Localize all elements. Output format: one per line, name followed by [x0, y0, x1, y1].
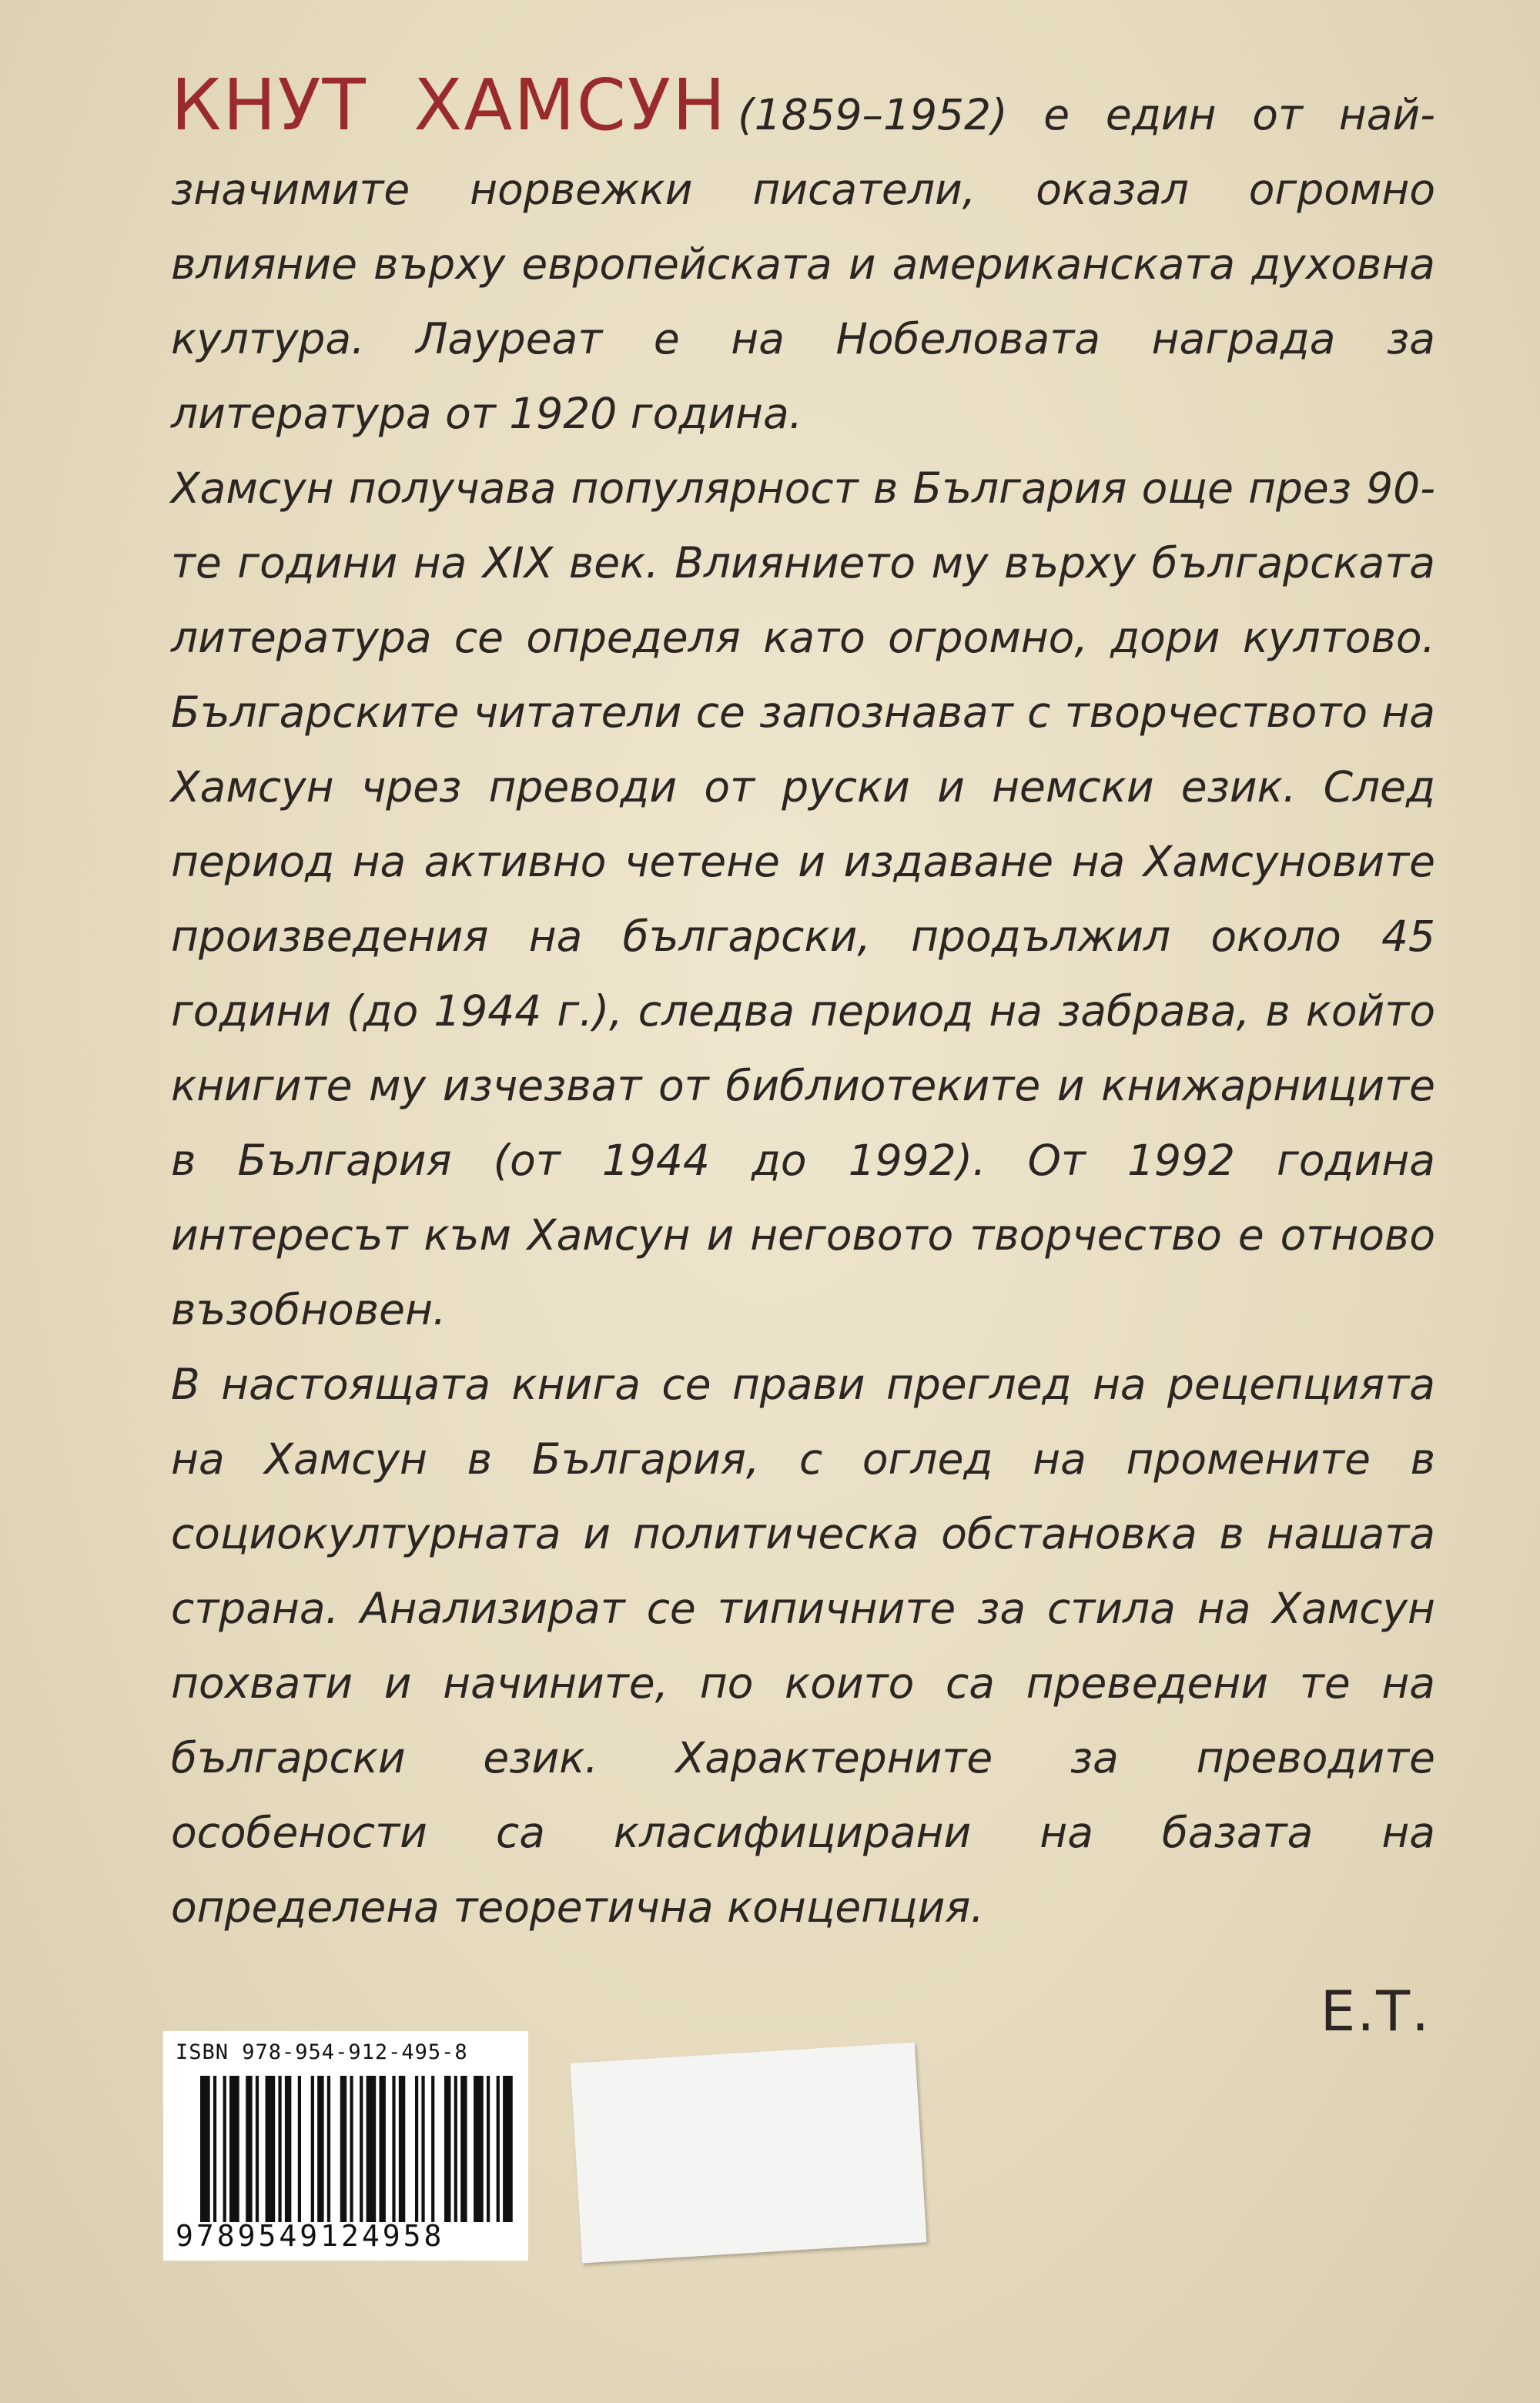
barcode-bar: [431, 2076, 434, 2222]
barcode-bar: [379, 2076, 385, 2222]
barcode-bar: [229, 2076, 239, 2222]
barcode-bar: [360, 2076, 363, 2222]
barcode-bar: [367, 2076, 377, 2222]
barcode-bar: [200, 2076, 210, 2222]
barcode-image: [200, 2076, 516, 2222]
blurb-paragraph-2: Хамсун получава популярност в България още през 90-те години на XIX век. Влиянието му върху българската литература се определя като огромно, дори култово. Българските читатели се запознават с творчеството на Хамсун чрез преводи от руски и немски език. След период на активно четене и издаване на Хамсуновите произведения на български, продължил около 45 години (до 1944 г.), следва период на забрава, в който книгите му изчезват от библиотеките и книжарниците в България (от 1944 до 1992). От 1992 година интересът към Хамсун и неговото творчество е отново възобновен.: [171, 464, 1435, 1334]
isbn-number: ISBN 978-954-912-495-8: [176, 2040, 468, 2064]
author-initials: Е.Т.: [1320, 1979, 1431, 2043]
barcode-bar: [311, 2076, 314, 2222]
barcode-bar: [256, 2076, 259, 2222]
barcode-bar: [278, 2076, 281, 2222]
barcode-bar: [421, 2076, 424, 2222]
barcode-bar: [474, 2076, 484, 2222]
barcode-bar: [350, 2076, 353, 2222]
barcode-bar: [415, 2076, 418, 2222]
barcode-bar: [503, 2076, 513, 2222]
price-sticker: [570, 2043, 926, 2264]
barcode-bar: [399, 2076, 405, 2222]
barcode-bar: [454, 2076, 457, 2222]
barcode-bar: [497, 2076, 500, 2222]
barcode-bar: [487, 2076, 490, 2222]
blurb-text: [171, 64, 1435, 1945]
barcode-bar: [317, 2076, 323, 2222]
barcode-bar: [340, 2076, 346, 2222]
barcode-bar: [444, 2076, 450, 2222]
barcode-bar: [266, 2076, 276, 2222]
blurb-paragraph-3: В настоящата книга се прави преглед на рецепцията на Хамсун в България, с оглед на промените в социокултурната и политическа обстановка в нашата страна. Анализират се типичните за стила на Хамсун похвати и начините, по които са преведени те на български език. Характерните за преводите особености са класифицирани на базата на определена теоретична концепция.: [171, 1360, 1435, 1932]
barcode-bar: [285, 2076, 291, 2222]
barcode-bar: [223, 2076, 226, 2222]
barcode-digits: 9789549124958: [176, 2219, 445, 2253]
isbn-barcode-label: [163, 2031, 528, 2261]
barcode-bar: [246, 2076, 252, 2222]
blurb-paragraph-1-text: (1859–1952) е един от най-значимите норвежки писатели, оказал огромно влияние върху европейската и американската духовна култура. Лауреат е на Нобеловата награда за литература от 1920 година.: [171, 90, 1435, 438]
barcode-bar: [460, 2076, 467, 2222]
barcode-bar: [392, 2076, 395, 2222]
author-name: КНУТ ХАМСУН: [171, 64, 728, 146]
barcode-bar: [213, 2076, 216, 2222]
barcode-bar: [327, 2076, 330, 2222]
blurb-paragraph-1: [171, 64, 1435, 451]
barcode-bar: [298, 2076, 301, 2222]
